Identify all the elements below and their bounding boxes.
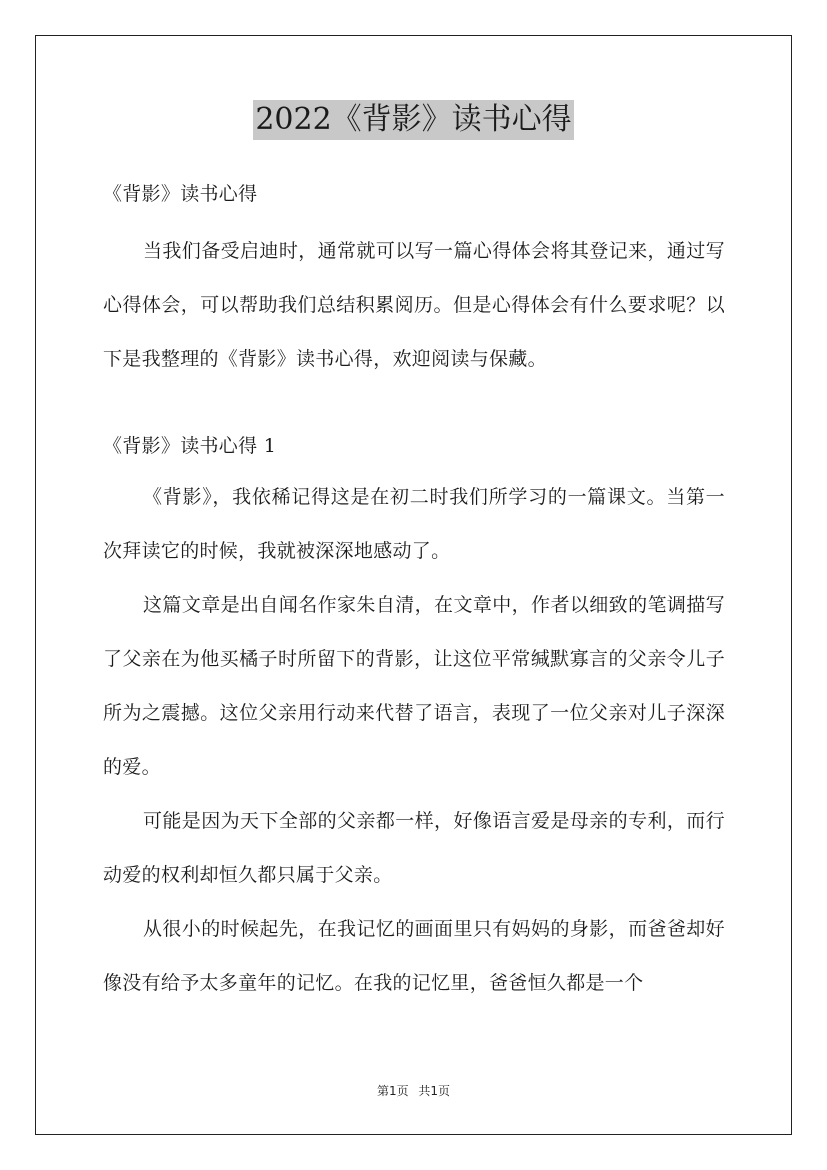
title-wrap <box>0 100 827 140</box>
section-heading: 《背影》读书心得 1 <box>103 435 277 457</box>
page-footer <box>0 1082 827 1099</box>
body-paragraph: 从很小的时候起先，在我记忆的画面里只有妈妈的身影，而爸爸却好像没有给予太多童年的记忆。在我的记忆里，爸爸恒久都是一个 <box>103 918 725 994</box>
intro-paragraph: 当我们备受启迪时，通常就可以写一篇心得体会将其登记来，通过写心得体会，可以帮助我们总结积累阅历。但是心得体会有什么要求呢？以下是我整理的《背影》读书心得，欢迎阅读与保藏。 <box>103 240 725 370</box>
document-title: 2022《背影》读书心得 <box>253 100 573 140</box>
body-paragraph: 这篇文章是出自闻名作家朱自清，在文章中，作者以细致的笔调描写了父亲在为他买橘子时所留下的背影，让这位平常缄默寡言的父亲令儿子所为之震撼。这位父亲用行动来代替了语言，表现了一位父亲对儿子深深的爱。 <box>103 594 725 778</box>
document-body <box>103 176 725 1010</box>
body-paragraph: 可能是因为天下全部的父亲都一样，好像语言爱是母亲的专利，而行动爱的权利却恒久都只属于父亲。 <box>103 810 725 886</box>
page-total: 共1页 <box>418 1084 451 1098</box>
page-number: 第1页 <box>376 1084 409 1098</box>
body-paragraph: 《背影》，我依稀记得这是在初二时我们所学习的一篇课文。当第一次拜读它的时候，我就被深深地感动了。 <box>103 486 725 562</box>
document-subtitle: 《背影》读书心得 <box>103 183 258 205</box>
